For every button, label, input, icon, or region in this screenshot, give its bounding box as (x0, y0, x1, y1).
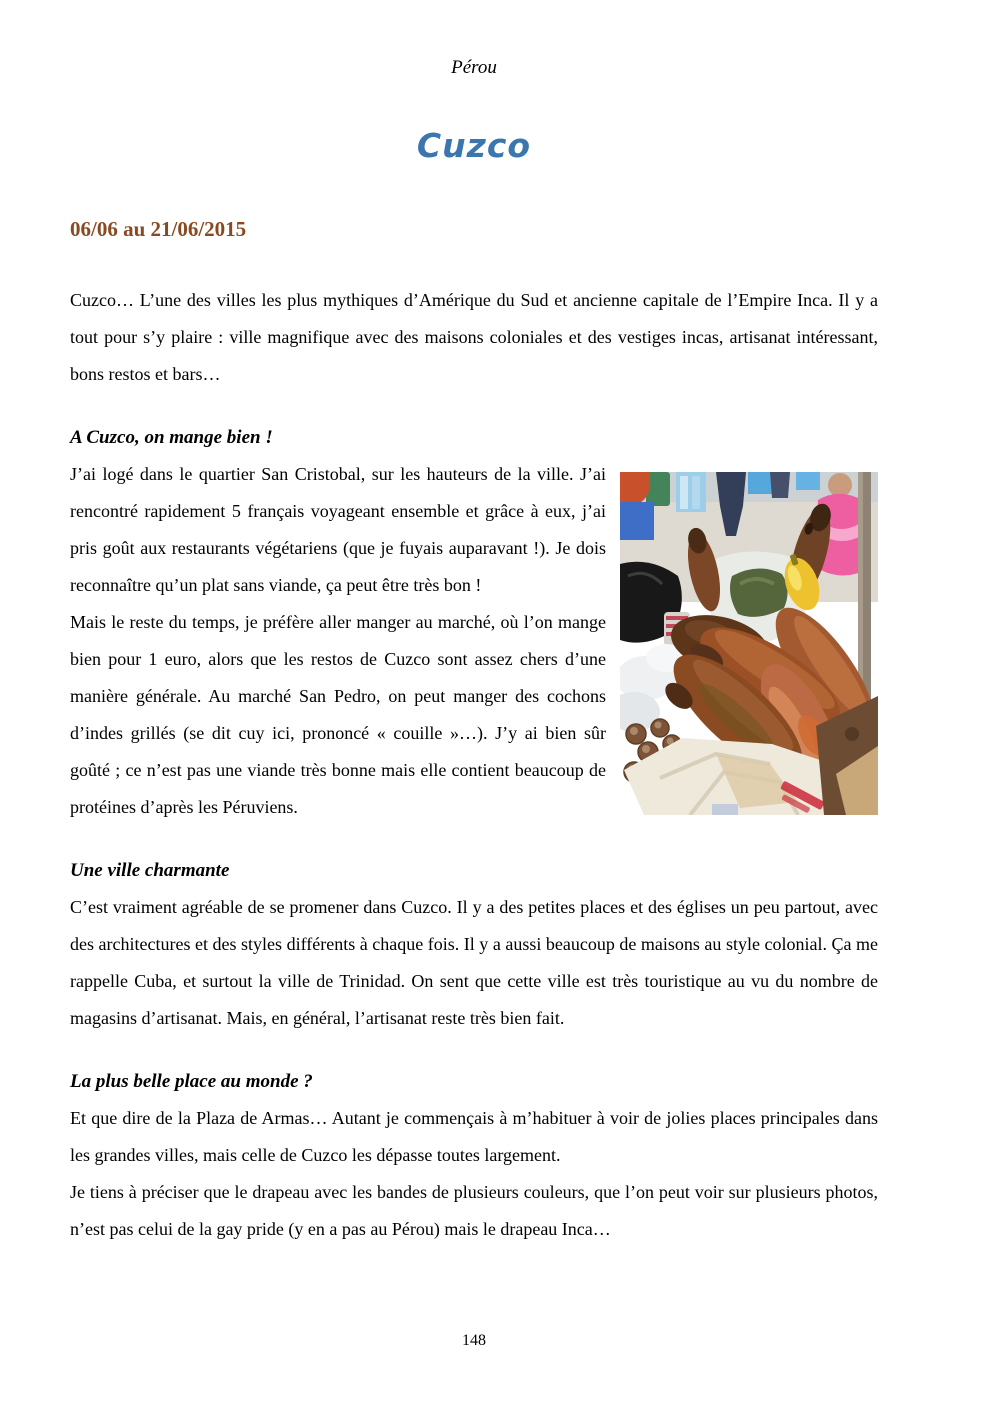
market-photo-illustration (620, 472, 878, 815)
section-food-body (70, 456, 878, 826)
market-photo (620, 472, 878, 815)
section-heading-ville: Une ville charmante (70, 860, 230, 881)
page-number: 148 (462, 1332, 486, 1349)
page-title: Cuzco (416, 126, 532, 165)
date-range: 06/06 au 21/06/2015 (70, 217, 247, 241)
section-heading-food: A Cuzco, on mange bien ! (70, 427, 273, 448)
paragraph-ville: C’est vraiment agréable de se promener dans Cuzco. Il y a des petites places et des églises un peu partout, avec des architectures et des styles différents à chaque fois. Il y a aussi beaucoup de maisons au style colonial. Ça me rappelle Cuba, et surtout la ville de Trinidad. On sent que cette ville est très touristique au vu du nombre de magasins d’artisanat. Mais, en général, l’artisanat reste très bien fait. (70, 897, 878, 1028)
intro-paragraph: Cuzco… L’une des villes les plus mythiques d’Amérique du Sud et ancienne capitale de l’Empire Inca. Il y a tout pour s’y plaire : ville magnifique avec des maisons coloniales et des vestiges incas, artisanat intéressant, bons restos et bars… (70, 290, 878, 384)
section-heading-place: La plus belle place au monde ? (70, 1071, 313, 1092)
paragraph-place-1: Et que dire de la Plaza de Armas… Autant je commençais à m’habituer à voir de jolies places principales dans les grandes villes, mais celle de Cuzco les dépasse toutes largement. (70, 1108, 878, 1165)
running-header: Pérou (451, 57, 497, 78)
paragraph-food-2: Mais le reste du temps, je préfère aller manger au marché, où l’on mange bien pour 1 euro, alors que les restos de Cuzco sont assez chers d’une manière générale. Au marché San Pedro, on peut manger des cochons d’indes grillés (se dit cuy ici, prononcé « couille »…). J’y ai bien sûr goûté ; ce n’est pas une viande très bonne mais elle contient beaucoup de protéines d’après les Péruviens. (70, 612, 606, 817)
paragraph-place-2: Je tiens à préciser que le drapeau avec les bandes de plusieurs couleurs, que l’on peut voir sur plusieurs photos, n’est pas celui de la gay pride (y en a pas au Pérou) mais le drapeau Inca… (70, 1182, 878, 1239)
paragraph-food-1: J’ai logé dans le quartier San Cristobal, sur les hauteurs de la ville. J’ai rencontré rapidement 5 français voyageant ensemble et grâce à eux, j’ai pris goût aux restaurants végétariens (que je fuyais auparavant !). Je dois reconnaître qu’un plat sans viande, ça peut être très bon ! (70, 464, 606, 595)
